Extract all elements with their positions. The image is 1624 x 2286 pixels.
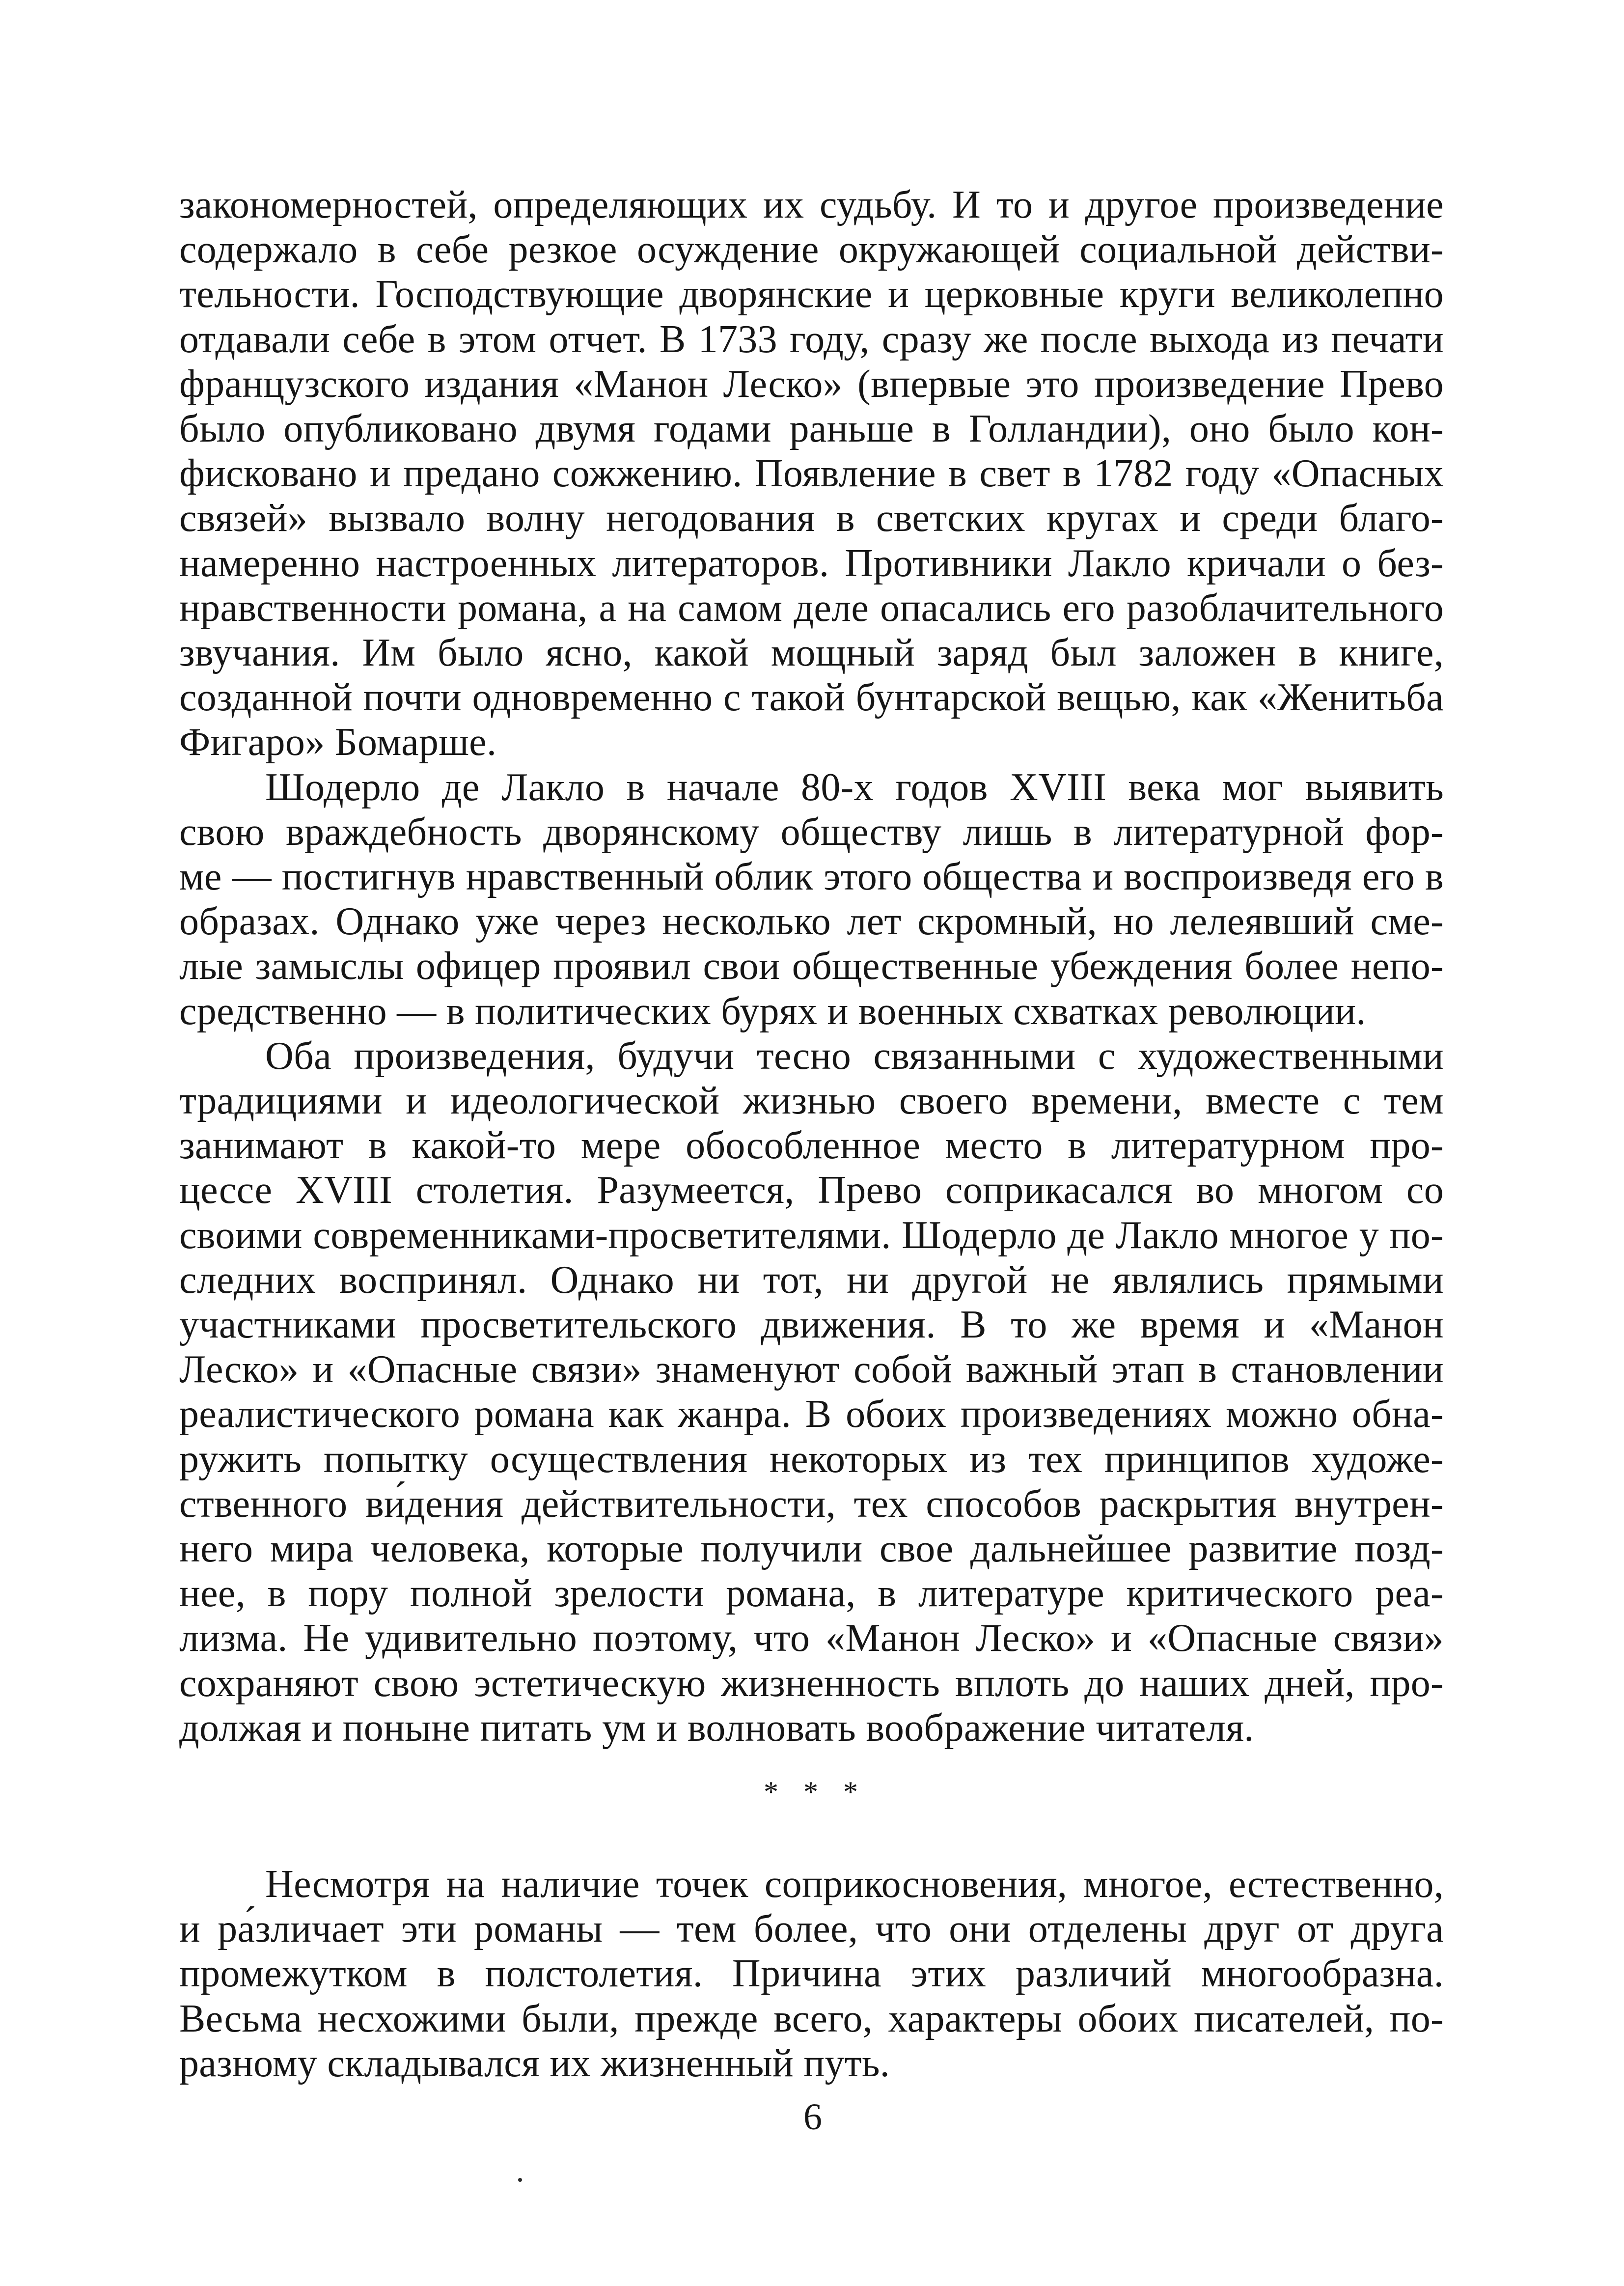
page-number: 6 [803,2096,822,2138]
text-line: нее, в пору полной зрелости романа, в литературе критического реа- [179,1572,1444,1615]
text-line: французского издания «Манон Леско» (впервые это произведение Прево [179,362,1444,406]
print-speck [518,2178,522,2182]
text-line: образах. Однако уже через несколько лет скромный, но лелеявший сме- [179,900,1444,943]
text-line: фисковано и предано сожжению. Появление в свет в 1782 году «Опасных [179,452,1444,495]
text-line: лизма. Не удивительно поэтому, что «Манон Леско» и «Опасные связи» [179,1617,1444,1660]
text-line: закономерностей, определяющих их судьбу. И то и другое произведение [179,183,1444,226]
text-line: было опубликовано двумя годами раньше в Голландии), оно было кон- [179,407,1444,450]
text-line: цессе XVIII столетия. Разумеется, Прево соприкасался во многом со [179,1169,1444,1212]
text-line: содержало в себе резкое осуждение окружающей социальной действи- [179,228,1444,271]
text-line: Фигаро» Бомарше. [179,721,497,764]
text-line: своими современниками-просветителями. Шодерло де Лакло многое у по- [179,1214,1444,1257]
text-line: связей» вызвало волну негодования в светских кругах и среди благо- [179,497,1444,540]
text-line: нравственности романа, а на самом деле опасались его разоблачительного [179,586,1444,630]
text-line: промежутком в полстолетия. Причина этих различий многообразна. [179,1952,1444,1995]
text-line: Шодерло де Лакло в начале 80-х годов XVIII века мог выявить [265,766,1444,809]
text-line: намеренно настроенных литераторов. Противники Лакло кричали о без- [179,542,1444,585]
text-line: тельности. Господствующие дворянские и церковные круги великолепно [179,273,1444,316]
text-line: и ра́зличает эти романы — тем более, что они отделены друг от друга [179,1907,1444,1951]
text-line: ружить попытку осуществления некоторых из тех принципов художе- [179,1438,1444,1481]
text-line: средственно — в политических бурях и военных схватках революции. [179,990,1366,1033]
text-line: Оба произведения, будучи тесно связанными с художественными [265,1034,1444,1078]
text-line: участниками просветительского движения. В то же время и «Манон [179,1303,1444,1346]
text-line: ме — постигнув нравственный облик этого общества и воспроизведя его в [179,855,1444,898]
text-line: реалистического романа как жанра. В обоих произведениях можно обна- [179,1393,1444,1436]
text-line: Несмотря на наличие точек соприкосновения, многое, естественно, [265,1863,1444,1906]
section-separator: * * * [764,1776,867,1808]
text-line: лые замыслы офицер проявил свои общественные убеждения более непо- [179,945,1444,988]
text-line: должая и поныне питать ум и волновать воображение читателя. [179,1706,1254,1750]
text-line: Весьма несхожими были, прежде всего, характеры обоих писателей, по- [179,1997,1444,2040]
text-line: следних воспринял. Однако ни тот, ни другой не являлись прямыми [179,1258,1444,1302]
text-line: свою враждебность дворянскому обществу лишь в литературной фор- [179,810,1444,854]
text-line: сохраняют свою эстетическую жизненность вплоть до наших дней, про- [179,1662,1444,1705]
text-line: него мира человека, которые получили свое дальнейшее развитие позд- [179,1527,1444,1570]
text-line: занимают в какой-то мере обособленное место в литературном про- [179,1124,1444,1167]
text-line: традициями и идеологической жизнью своего времени, вместе с тем [179,1079,1444,1122]
text-line: Леско» и «Опасные связи» знаменуют собой важный этап в становлении [179,1348,1444,1391]
text-line: созданной почти одновременно с такой бунтарской вещью, как «Женитьба [179,676,1444,719]
text-line: отдавали себе в этом отчет. В 1733 году, сразу же после выхода из печати [179,318,1444,361]
text-line: разному складывался их жизненный путь. [179,2042,890,2085]
text-line: звучания. Им было ясно, какой мощный заряд был заложен в книге, [179,631,1444,674]
text-line: ственного ви́дения действительности, тех способов раскрытия внутрен- [179,1482,1444,1526]
